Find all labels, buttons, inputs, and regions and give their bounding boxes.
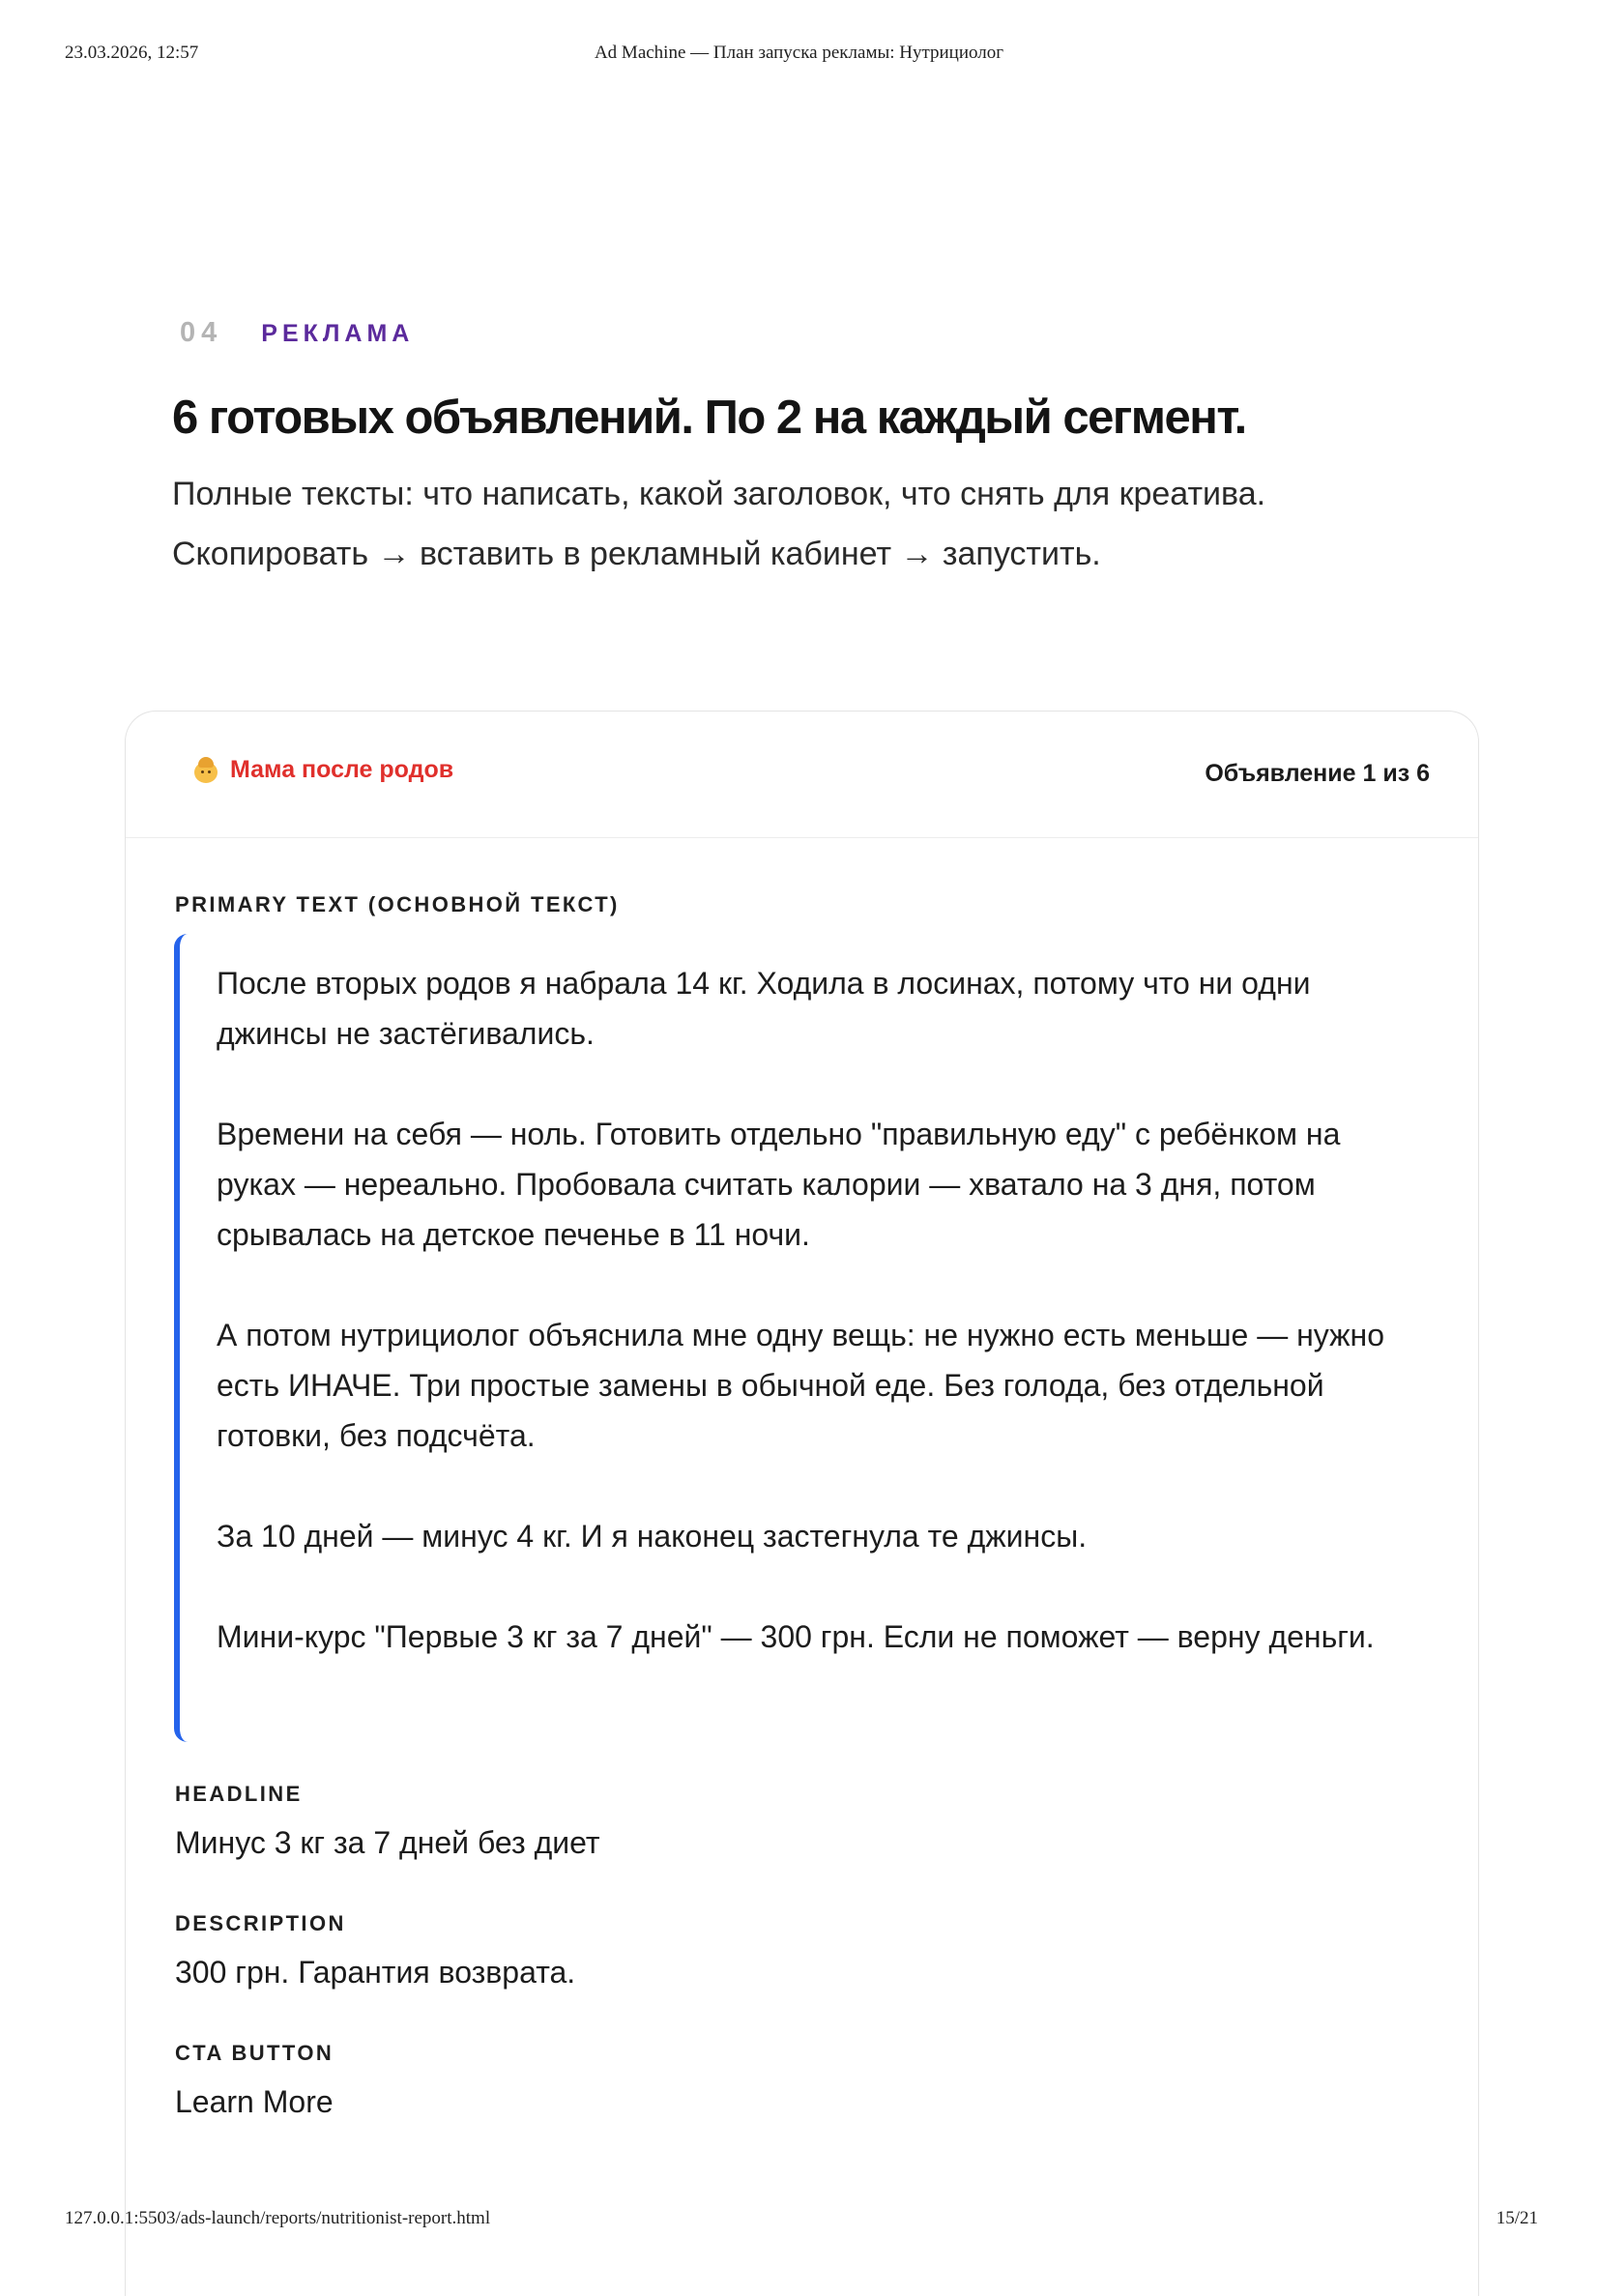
cta-value: Learn More xyxy=(175,2084,334,2119)
primary-text-block xyxy=(174,934,1431,1742)
segment-label: Мама после родов xyxy=(230,756,454,783)
primary-text-paragraph: Мини-курс "Первые 3 кг за 7 дней" — 300 грн. Если не поможет — верну деньги. xyxy=(217,1619,1375,1654)
primary-text-paragraph: А потом нутрициолог объяснила мне одну вещь: не нужно есть меньше — нужно есть ИНАЧЕ. Три простые замены в обычной еде. Без голода, без отдельной готовки, без подсчёта. xyxy=(217,1318,1384,1453)
primary-text-label: PRIMARY TEXT (ОСНОВНОЙ ТЕКСТ) xyxy=(175,892,620,916)
section-eyebrow xyxy=(180,317,414,349)
section-title: 6 готовых объявлений. По 2 на каждый сегмент. xyxy=(172,392,1246,444)
description-value: 300 грн. Гарантия возврата. xyxy=(175,1955,576,1990)
print-datetime: 23.03.2026, 12:57 xyxy=(65,43,199,63)
print-url: 127.0.0.1:5503/ads-launch/reports/nutritionist-report.html xyxy=(65,2208,491,2228)
print-footer xyxy=(0,2208,1598,2233)
headline-value: Минус 3 кг за 7 дней без диет xyxy=(175,1825,600,1860)
baby-icon xyxy=(193,757,218,784)
section-number: 04 xyxy=(180,317,223,348)
ad-card xyxy=(125,711,1479,2296)
section-lead: Полные тексты: что написать, какой заголовок, что снять для креатива. Скопировать → вставить в рекламный кабинет → запустить. xyxy=(172,476,1266,572)
segment-tag xyxy=(193,756,453,784)
description-label: DESCRIPTION xyxy=(175,1911,346,1935)
ad-card-header xyxy=(126,712,1478,838)
section-label: РЕКЛАМА xyxy=(261,320,415,347)
print-page-number: 15/21 xyxy=(1496,2208,1538,2228)
cta-label: CTA BUTTON xyxy=(175,2041,334,2065)
print-header xyxy=(0,43,1598,68)
primary-text-paragraph: За 10 дней — минус 4 кг. И я наконец застегнула те джинсы. xyxy=(217,1519,1088,1554)
primary-text-paragraph: После вторых родов я набрала 14 кг. Ходила в лосинах, потому что ни одни джинсы не застёгивались. xyxy=(217,966,1311,1051)
print-doc-title: Ad Machine — План запуска рекламы: Нутрициолог xyxy=(594,43,1004,63)
ad-counter: Объявление 1 из 6 xyxy=(1205,760,1430,787)
primary-text-paragraph: Времени на себя — ноль. Готовить отдельно "правильную еду" с ребёнком на руках — нереально. Пробовала считать калории — хватало на 3 дня, потом срывалась на детское печенье в 11 ночи. xyxy=(217,1117,1341,1252)
headline-label: HEADLINE xyxy=(175,1782,303,1806)
